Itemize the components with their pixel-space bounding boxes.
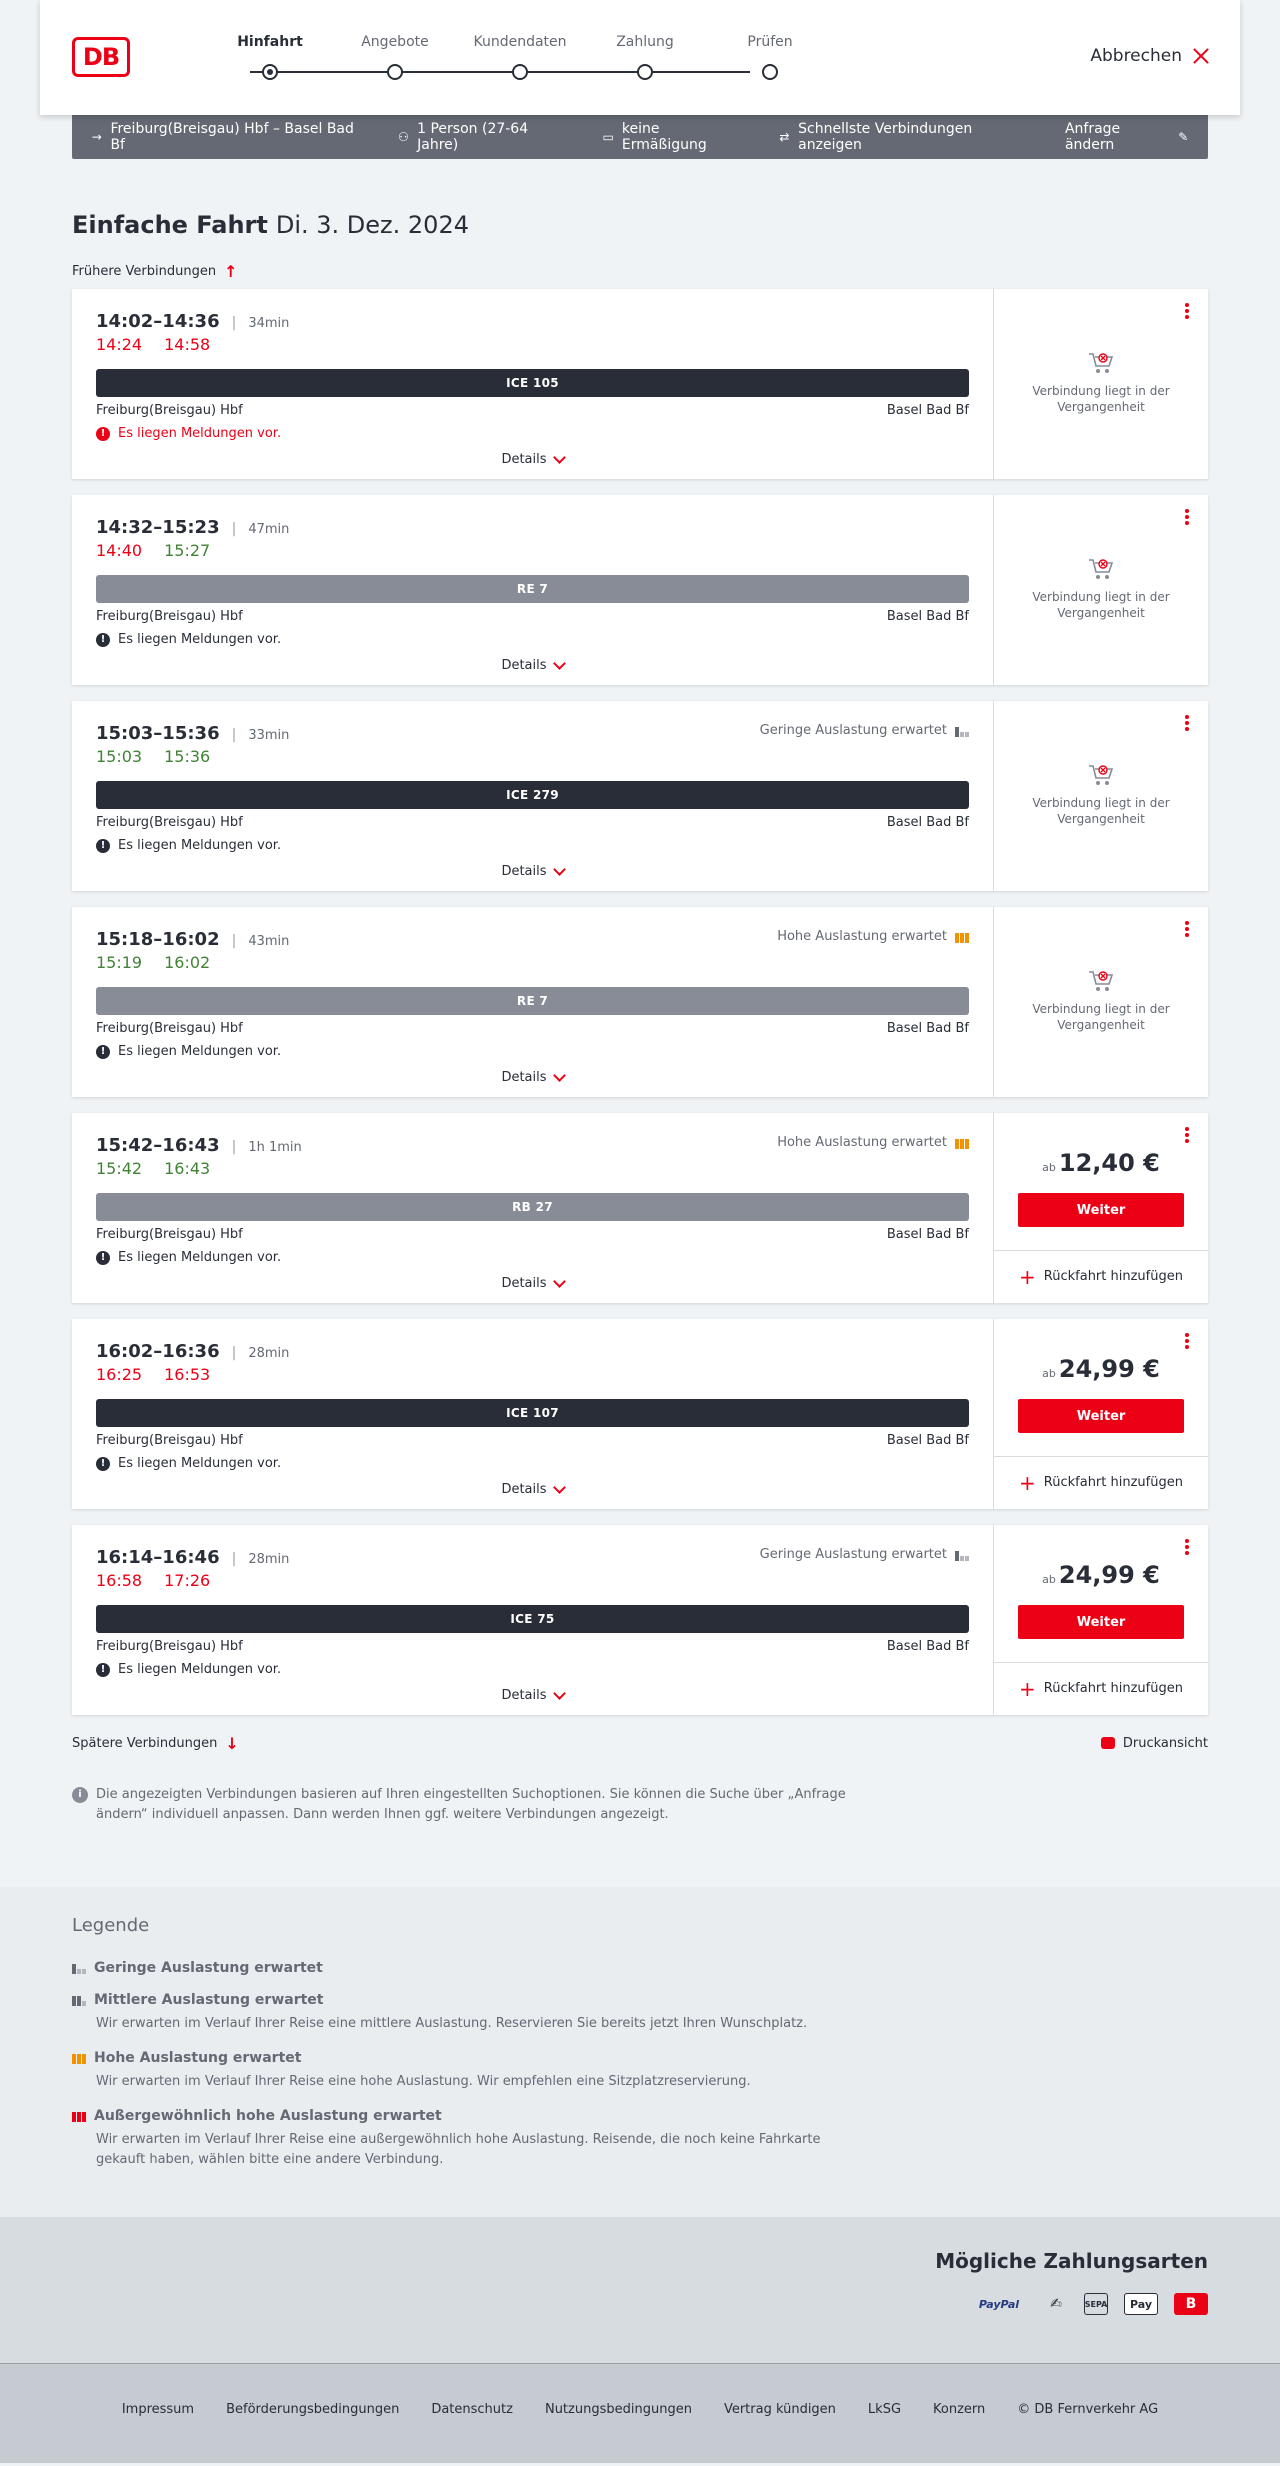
train-bar[interactable]: ICE 279 (96, 781, 969, 809)
time-dash: – (153, 929, 163, 950)
continue-button[interactable]: Weiter (1018, 1193, 1184, 1227)
origin-station: Freiburg(Breisgau) Hbf (96, 1433, 243, 1448)
step-0 (210, 34, 330, 56)
realtime-departure: 16:25 (96, 1365, 143, 1384)
separator: | (231, 315, 237, 331)
cart-icon (1088, 351, 1114, 375)
close-icon (1192, 47, 1210, 65)
departure-time: 14:02 (96, 311, 154, 332)
destination-station: Basel Bad Bf (886, 1227, 969, 1242)
occupancy-low-icon (72, 1962, 86, 1974)
add-return-button[interactable] (994, 1457, 1208, 1508)
scheduled-times (96, 311, 969, 333)
stations (96, 1021, 969, 1036)
stations (96, 1227, 969, 1242)
train-bar[interactable]: ICE 107 (96, 1399, 969, 1427)
alert-icon: ! (96, 1251, 110, 1265)
past-connection-notice (994, 969, 1208, 1033)
realtime-departure: 16:58 (96, 1571, 143, 1590)
time-dash: – (153, 1341, 163, 1362)
connection-info (72, 1113, 994, 1303)
connection-card (72, 1525, 1208, 1715)
person-icon: ⚇ (398, 130, 409, 144)
add-return-label: Rückfahrt hinzufügen (1043, 1269, 1183, 1284)
chevron-down-icon (553, 1481, 566, 1494)
pencil-icon: ✎ (1178, 130, 1189, 144)
connection-card (72, 907, 1208, 1097)
connection-card (72, 289, 1208, 479)
legend-item (72, 2108, 1208, 2170)
price-value: 24,99 € (1058, 1561, 1160, 1589)
message-notice (96, 1456, 969, 1471)
occupancy-icon (955, 1137, 969, 1149)
connection-card (72, 1319, 1208, 1509)
connection-info (72, 1525, 994, 1715)
stations (96, 1639, 969, 1654)
origin-station: Freiburg(Breisgau) Hbf (96, 1227, 243, 1242)
legend-label: Hohe Auslastung erwartet (94, 2050, 302, 2066)
realtime-arrival: 14:58 (164, 335, 211, 354)
footer-link[interactable]: LkSG (867, 2402, 902, 2417)
train-bar[interactable]: ICE 105 (96, 369, 969, 397)
message-text: Es liegen Meldungen vor. (118, 1044, 282, 1059)
occupancy-icon (955, 725, 969, 737)
occupancy-indicator (760, 723, 969, 738)
legend-label: Geringe Auslastung erwartet (94, 1960, 323, 1976)
payment-icons (72, 2293, 1208, 2315)
realtime-arrival: 16:43 (164, 1159, 211, 1178)
step-indicator-icon (262, 64, 278, 80)
page-title: Einfache Fahrt Di. 3. Dez. 2024 (72, 211, 469, 239)
message-notice (96, 1662, 969, 1677)
occupancy-indicator (777, 929, 969, 944)
past-text: Verbindung liegt in der Vergangenheit (1032, 384, 1170, 414)
price-prefix: ab (1042, 1573, 1056, 1586)
details-label: Details (501, 1688, 547, 1703)
train-bar[interactable]: RE 7 (96, 575, 969, 603)
add-return-label: Rückfahrt hinzufügen (1043, 1681, 1183, 1696)
destination-station: Basel Bad Bf (886, 403, 969, 418)
realtime-departure: 15:42 (96, 1159, 143, 1178)
details-toggle[interactable] (72, 1276, 993, 1291)
origin-station: Freiburg(Breisgau) Hbf (96, 609, 243, 624)
origin-station: Freiburg(Breisgau) Hbf (96, 815, 243, 830)
message-notice (96, 426, 969, 441)
step-3 (585, 34, 705, 56)
legend-head (72, 1992, 1208, 2008)
continue-button[interactable]: Weiter (1018, 1605, 1184, 1639)
offer-panel (994, 495, 1208, 685)
db-logo[interactable]: DB (72, 37, 130, 77)
info-icon: i (72, 1787, 88, 1803)
step-indicator-icon (387, 64, 403, 80)
chevron-down-icon (553, 1069, 566, 1082)
chevron-down-icon (553, 1687, 566, 1700)
arrival-time: 16:46 (162, 1547, 220, 1568)
footer-link[interactable]: Konzern (933, 2402, 986, 2417)
realtime-times (96, 1365, 969, 1387)
search-summary (72, 115, 1208, 159)
cart-icon (1088, 557, 1114, 581)
alert-icon: ! (96, 1457, 110, 1471)
message-notice (96, 1250, 969, 1265)
departure-time: 15:03 (96, 723, 154, 744)
arrival-time: 14:36 (162, 311, 220, 332)
scheduled-times (96, 1341, 969, 1363)
progress-steps (210, 34, 793, 84)
past-connection-notice (994, 763, 1208, 827)
arrival-time: 15:23 (162, 517, 220, 538)
destination-station: Basel Bad Bf (886, 815, 969, 830)
arrow-right-icon: → (91, 130, 102, 144)
cart-icon (1088, 969, 1114, 993)
cancel-button[interactable] (1090, 46, 1210, 66)
destination-station: Basel Bad Bf (886, 1433, 969, 1448)
connection-card (72, 495, 1208, 685)
footer (0, 2363, 1280, 2463)
printer-icon (1101, 1737, 1115, 1749)
past-connection-notice (994, 351, 1208, 415)
message-text: Es liegen Meldungen vor. (118, 1662, 282, 1677)
summary-passengers: ⚇ 1 Person (27-64 Jahre) (398, 121, 529, 153)
separator: | (231, 933, 237, 949)
past-text: Verbindung liegt in der Vergangenheit (1032, 1002, 1170, 1032)
add-return-button[interactable] (994, 1663, 1208, 1714)
train-bar[interactable]: RB 27 (96, 1193, 969, 1221)
price-area (994, 1525, 1208, 1663)
price-area (994, 1319, 1208, 1457)
details-toggle[interactable] (72, 1070, 993, 1085)
more-options-icon[interactable] (1182, 715, 1192, 733)
arrow-down-icon: ↓ (225, 1733, 239, 1753)
realtime-times (96, 541, 969, 563)
step-indicator-icon (512, 64, 528, 80)
realtime-times (96, 953, 969, 975)
departure-time: 15:42 (96, 1135, 154, 1156)
occupancy-icon (955, 931, 969, 943)
stations (96, 1433, 969, 1448)
legend-head (72, 2050, 1208, 2066)
connection-info (72, 907, 994, 1097)
message-text: Es liegen Meldungen vor. (118, 1250, 282, 1265)
offer-panel (994, 907, 1208, 1097)
past-connection-notice (994, 557, 1208, 621)
stations (96, 815, 969, 830)
header (40, 0, 1240, 115)
message-notice (96, 632, 969, 647)
step-4 (710, 34, 830, 56)
departure-time: 16:14 (96, 1547, 154, 1568)
details-toggle[interactable] (72, 1688, 993, 1703)
legend-head (72, 1960, 1208, 1976)
summary-option: ⇄ Schnellste Verbindungen anzeigen (779, 121, 973, 153)
origin-station: Freiburg(Breisgau) Hbf (96, 403, 243, 418)
details-toggle[interactable] (72, 452, 993, 467)
legend-head (72, 2108, 1208, 2124)
price-value: 24,99 € (1058, 1355, 1160, 1383)
change-request-button[interactable]: Anfrage ändern ✎ (1064, 121, 1189, 153)
message-text: Es liegen Meldungen vor. (118, 1456, 282, 1471)
add-return-label: Rückfahrt hinzufügen (1043, 1475, 1183, 1490)
offer-panel (994, 1525, 1208, 1715)
step-label: Prüfen (747, 34, 793, 50)
summary-discount: ▭ keine Ermäßigung (602, 121, 707, 153)
realtime-times (96, 1159, 969, 1181)
occupancy-high-icon (72, 2052, 86, 2064)
realtime-departure: 15:19 (96, 953, 143, 972)
duration: 28min (248, 1346, 290, 1361)
stations (96, 609, 969, 624)
more-options-icon[interactable] (1182, 921, 1192, 939)
earlier-connections-link[interactable]: Frühere Verbindungen ↑ (72, 261, 238, 281)
departure-time: 14:32 (96, 517, 154, 538)
info-note: i Die angezeigten Verbindungen basieren auf Ihren eingestellten Suchoptionen. Sie können die Suche über „Anfrage ändern“ individuell anpassen. Dann werden Ihnen ggf. weitere Verbindungen angezeigt. (72, 1785, 852, 1825)
card-icon: ▭ (602, 130, 614, 144)
realtime-arrival: 15:36 (164, 747, 211, 766)
separator: | (231, 1139, 237, 1155)
occupancy-icon (955, 1549, 969, 1561)
footer-link[interactable]: Vertrag kündigen (723, 2402, 836, 2417)
legend-label: Außergewöhnlich hohe Auslastung erwartet (94, 2108, 442, 2124)
connection-info (72, 1319, 994, 1509)
details-label: Details (501, 864, 547, 879)
cancel-label: Abbrechen (1090, 46, 1182, 66)
step-label: Zahlung (616, 34, 674, 50)
cart-icon (1088, 763, 1114, 787)
realtime-departure: 14:40 (96, 541, 143, 560)
separator: | (231, 521, 237, 537)
occupancy-label: Geringe Auslastung erwartet (759, 723, 947, 738)
offer-panel (994, 1113, 1208, 1303)
legend-item (72, 1992, 1208, 2034)
plus-icon: + (1019, 1264, 1036, 1289)
paypal-icon: PayPal (978, 2297, 1020, 2311)
legend-label: Mittlere Auslastung erwartet (94, 1992, 324, 2008)
alert-icon: ! (96, 1045, 110, 1059)
alert-icon: ! (96, 839, 110, 853)
legend (0, 1887, 1280, 2217)
scheduled-times (96, 517, 969, 539)
train-bar[interactable]: ICE 75 (96, 1605, 969, 1633)
legend-item (72, 2050, 1208, 2092)
duration: 34min (248, 316, 290, 331)
details-label: Details (501, 452, 547, 467)
occupancy-mid-icon (72, 1994, 86, 2006)
realtime-departure: 14:24 (96, 335, 143, 354)
summary-route: → Freiburg(Breisgau) Hbf – Basel Bad Bf (91, 121, 354, 153)
connection-card (72, 1113, 1208, 1303)
legend-description: Wir erwarten im Verlauf Ihrer Reise eine außergewöhnlich hohe Auslastung. Reisende, die noch keine Fahrkarte gekauft haben, wählen bitte eine andere Verbindung. (96, 2132, 821, 2167)
arrow-up-icon: ↑ (224, 261, 238, 281)
realtime-arrival: 15:27 (164, 541, 211, 560)
alert-icon: ! (96, 1663, 110, 1677)
offer-panel (994, 701, 1208, 891)
message-notice (96, 838, 969, 853)
duration: 43min (248, 934, 290, 949)
price-value: 12,40 € (1058, 1149, 1160, 1177)
price-prefix: ab (1042, 1367, 1056, 1380)
offer-panel (994, 289, 1208, 479)
time-dash: – (153, 517, 163, 538)
occupancy-label: Geringe Auslastung erwartet (759, 1547, 947, 1562)
chevron-down-icon (553, 657, 566, 670)
alert-icon: ! (96, 633, 110, 647)
db-bonus-icon: B (1174, 2293, 1208, 2315)
duration: 28min (248, 1552, 290, 1567)
details-label: Details (501, 1070, 547, 1085)
step-label: Angebote (361, 34, 429, 50)
arrival-time: 16:36 (162, 1341, 220, 1362)
apple-pay-icon: Pay (1124, 2293, 1158, 2315)
duration: 47min (248, 522, 290, 537)
connection-list (72, 289, 1208, 1715)
occupancy-label: Hohe Auslastung erwartet (777, 1135, 947, 1150)
price (994, 1355, 1208, 1383)
footer-link[interactable]: Datenschutz (431, 2402, 513, 2417)
legend-item (72, 1960, 1208, 1976)
arrival-time: 15:36 (162, 723, 220, 744)
details-label: Details (501, 1276, 547, 1291)
origin-station: Freiburg(Breisgau) Hbf (96, 1639, 243, 1654)
main-content (72, 211, 1208, 1825)
details-label: Details (501, 658, 547, 673)
occupancy-extreme-icon (72, 2110, 86, 2122)
footer-link[interactable]: Nutzungsbedingungen (544, 2402, 692, 2417)
step-indicator-icon (762, 64, 778, 80)
continue-button[interactable]: Weiter (1018, 1399, 1184, 1433)
offer-panel (994, 1319, 1208, 1509)
more-options-icon[interactable] (1182, 509, 1192, 527)
message-text: Es liegen Meldungen vor. (118, 426, 282, 441)
stations (96, 403, 969, 418)
destination-station: Basel Bad Bf (886, 609, 969, 624)
list-footer (72, 1731, 1208, 1755)
connection-info (72, 701, 994, 891)
separator: | (231, 1551, 237, 1567)
message-notice (96, 1044, 969, 1059)
price-area (994, 1113, 1208, 1251)
more-options-icon[interactable] (1182, 303, 1192, 321)
legend-description: Wir erwarten im Verlauf Ihrer Reise eine hohe Auslastung. Wir empfehlen eine Sitzplatzreservierung. (96, 2074, 751, 2089)
realtime-arrival: 17:26 (164, 1571, 211, 1590)
step-label: Kundendaten (473, 34, 567, 50)
destination-station: Basel Bad Bf (886, 1639, 969, 1654)
realtime-times (96, 1571, 969, 1593)
footer-link[interactable]: © DB Fernverkehr AG (1017, 2402, 1159, 2417)
connection-info (72, 289, 994, 479)
alert-icon: ! (96, 427, 110, 441)
footer-link[interactable]: Beförderungsbedingungen (226, 2402, 400, 2417)
time-dash: – (153, 723, 163, 744)
plus-icon: + (1019, 1470, 1036, 1495)
legend-description: Wir erwarten im Verlauf Ihrer Reise eine mittlere Auslastung. Reservieren Sie bereits jetzt Ihren Wunschplatz. (96, 2016, 808, 2031)
duration: 1h 1min (248, 1140, 302, 1155)
message-text: Es liegen Meldungen vor. (118, 632, 282, 647)
realtime-times (96, 747, 969, 769)
plus-icon: + (1019, 1676, 1036, 1701)
chevron-down-icon (553, 863, 566, 876)
chevron-down-icon (553, 451, 566, 464)
time-dash: – (153, 1135, 163, 1156)
step-label: Hinfahrt (237, 34, 303, 50)
add-return-button[interactable] (994, 1251, 1208, 1302)
swap-icon: ⇄ (779, 130, 790, 144)
chevron-down-icon (553, 1275, 566, 1288)
origin-station: Freiburg(Breisgau) Hbf (96, 1021, 243, 1036)
footer-link[interactable]: Impressum (121, 2402, 195, 2417)
arrival-time: 16:02 (162, 929, 220, 950)
time-dash: – (153, 311, 163, 332)
realtime-arrival: 16:02 (164, 953, 211, 972)
realtime-times (96, 335, 969, 357)
arrival-time: 16:43 (162, 1135, 220, 1156)
progress-line (250, 71, 750, 73)
occupancy-indicator (760, 1547, 969, 1562)
departure-time: 15:18 (96, 929, 154, 950)
separator: | (231, 727, 237, 743)
step-1 (335, 34, 455, 56)
step-indicator-icon (637, 64, 653, 80)
realtime-departure: 15:03 (96, 747, 143, 766)
details-label: Details (501, 1482, 547, 1497)
price (994, 1561, 1208, 1589)
destination-station: Basel Bad Bf (886, 1021, 969, 1036)
duration: 33min (248, 728, 290, 743)
step-2 (460, 34, 580, 56)
occupancy-label: Hohe Auslastung erwartet (777, 929, 947, 944)
past-text: Verbindung liegt in der Vergangenheit (1032, 796, 1170, 826)
time-dash: – (153, 1547, 163, 1568)
details-toggle[interactable] (72, 658, 993, 673)
payment-methods (0, 2217, 1280, 2363)
sepa-icon: SEPA (1084, 2293, 1108, 2315)
message-text: Es liegen Meldungen vor. (118, 838, 282, 853)
payment-title: Mögliche Zahlungsarten (935, 2249, 1208, 2273)
later-connections-link[interactable]: Spätere Verbindungen ↓ (72, 1733, 239, 1753)
legend-title: Legende (72, 1915, 150, 1936)
past-text: Verbindung liegt in der Vergangenheit (1032, 590, 1170, 620)
connection-card (72, 701, 1208, 891)
realtime-arrival: 16:53 (164, 1365, 211, 1384)
credit-card-icon: ✍ (1050, 2296, 1062, 2312)
separator: | (231, 1345, 237, 1361)
train-bar[interactable]: RE 7 (96, 987, 969, 1015)
print-view-link[interactable]: Druckansicht (1101, 1736, 1208, 1751)
details-toggle[interactable] (72, 864, 993, 879)
departure-time: 16:02 (96, 1341, 154, 1362)
details-toggle[interactable] (72, 1482, 993, 1497)
occupancy-indicator (777, 1135, 969, 1150)
price (994, 1149, 1208, 1177)
price-prefix: ab (1042, 1161, 1056, 1174)
connection-info (72, 495, 994, 685)
